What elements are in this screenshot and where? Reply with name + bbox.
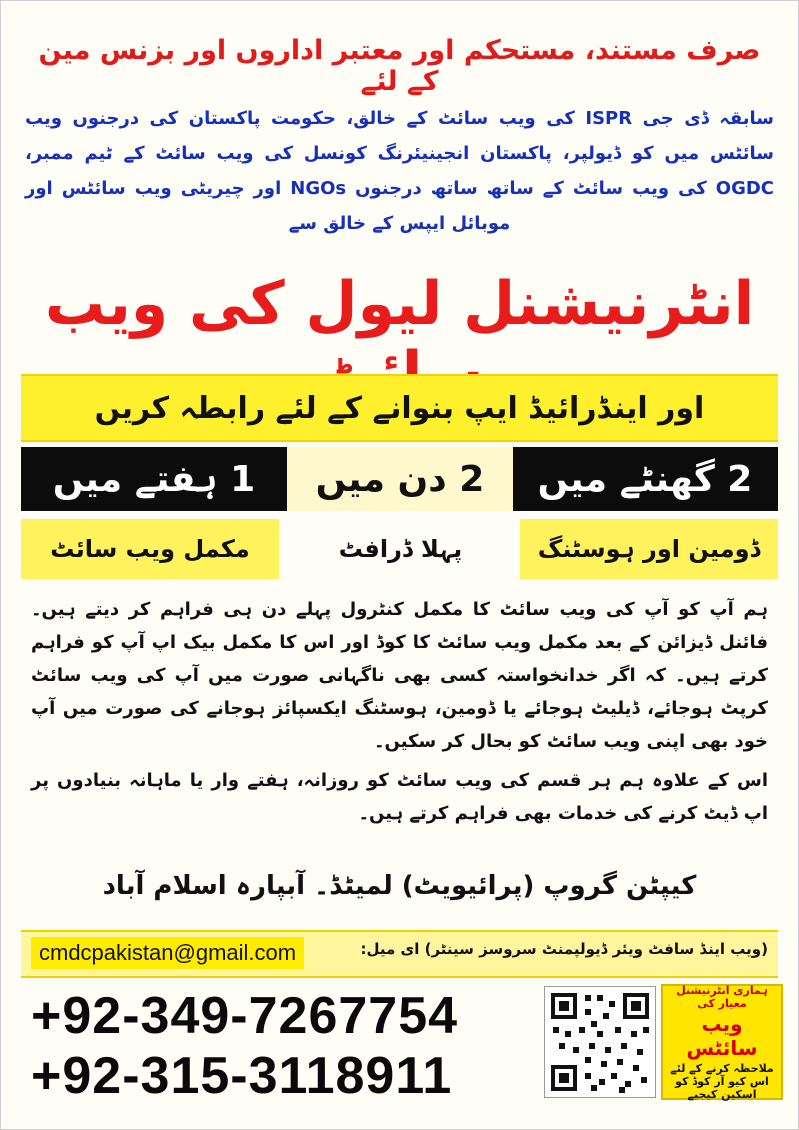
timeline-week: 1 ہفتے میں (21, 447, 287, 511)
timeline-row (21, 447, 778, 511)
phone-primary[interactable]: +92-349-7267754 (31, 987, 459, 1045)
badge-line-2: ویب سائٹس (686, 1011, 758, 1060)
feature-domain-hosting: ڈومین اور ہوسٹنگ (520, 519, 778, 579)
feature-first-draft: پہلا ڈرافٹ (338, 535, 463, 563)
qr-badge (661, 984, 783, 1100)
qr-code-graphic (545, 987, 655, 1097)
phone-secondary[interactable]: +92-315-3118911 (31, 1047, 453, 1105)
feature-complete-site: مکمل ویب سائٹ (21, 519, 279, 579)
contact-bar (21, 930, 778, 978)
paragraph-updates: اس کے علاوہ ہم ہر قسم کی ویب سائٹ کو روزانہ، ہفتے وار یا ماہانہ بنیادوں پر اپ ڈیٹ کرنے کی خدمات بھی فراہم کرتے ہیں۔ (31, 770, 768, 824)
timeline-hours: 2 گھنٹے میں (512, 447, 778, 511)
paragraph-control: ہم آپ کو آپ کی ویب سائٹ کا مکمل کنٹرول پہلے دن ہی فراہم کر دیتے ہیں۔ فائنل ڈیزائن کے بعد مکمل ویب سائٹ کا کوڈ اور اس کا مکمل بیک اپ آپ کو فراہم کرتے ہیں۔ کہ اگر خدانخواستہ کسی بھی ناگہانی صورت میں آپ کی ویب سائٹ کرپٹ ہوجائے، ڈیلیٹ ہوجائے یا ڈومین، ہوسٹنگ ایکسپائز ہوجانے کی صورت میں آپ خود بھی اپنی ویب سائٹ کو بحال کر سکیں۔ (31, 599, 768, 752)
badge-line-3: ملاحظہ کرنے کے لئے (670, 1061, 774, 1075)
subheadline: اور اینڈرائیڈ ایپ بنوانے کے لئے رابطہ کریں (94, 390, 705, 426)
headline: انٹرنیشنل لیول کی ویب (44, 269, 755, 339)
timeline-days: 2 دن میں (287, 447, 513, 511)
company-name: کیپٹن گروپ (پرائیویٹ) لمیٹڈ۔ آبپارہ اسلام آباد (102, 871, 697, 901)
email-label: (ویب اینڈ سافٹ ویئر ڈیولپمنٹ سروسز سینٹر) ای میل: (360, 940, 768, 958)
email-address[interactable]: cmdcpakistan@gmail.com (31, 937, 304, 969)
qr-code-icon[interactable] (544, 986, 656, 1098)
badge-line-1: ہماری انٹرنیشنل معیار کی (676, 983, 768, 1010)
tagline: صرف مستند، مستحکم اور معتبر اداروں اور بزنس مین کے لئے (38, 35, 761, 97)
badge-line-4: اس کیو آر کوڈ کو اسکین کیجیے (675, 1074, 769, 1101)
features-row (21, 519, 778, 579)
subheadline-band (21, 374, 778, 442)
intro-text: سابقہ ڈی جی ISPR کی ویب سائٹ کے خالق، حکومت پاکستان کی درجنوں ویب سائٹس میں کو ڈیولپر، پاکستان انجینیئرنگ کونسل کی ویب سائٹ کے ٹیم ممبر، OGDC کی ویب سائٹ کے ساتھ ساتھ درجنوں NGOs اور چیریٹی ویب سائٹس اور موبائل ایپس کے خالق سے (25, 108, 775, 234)
